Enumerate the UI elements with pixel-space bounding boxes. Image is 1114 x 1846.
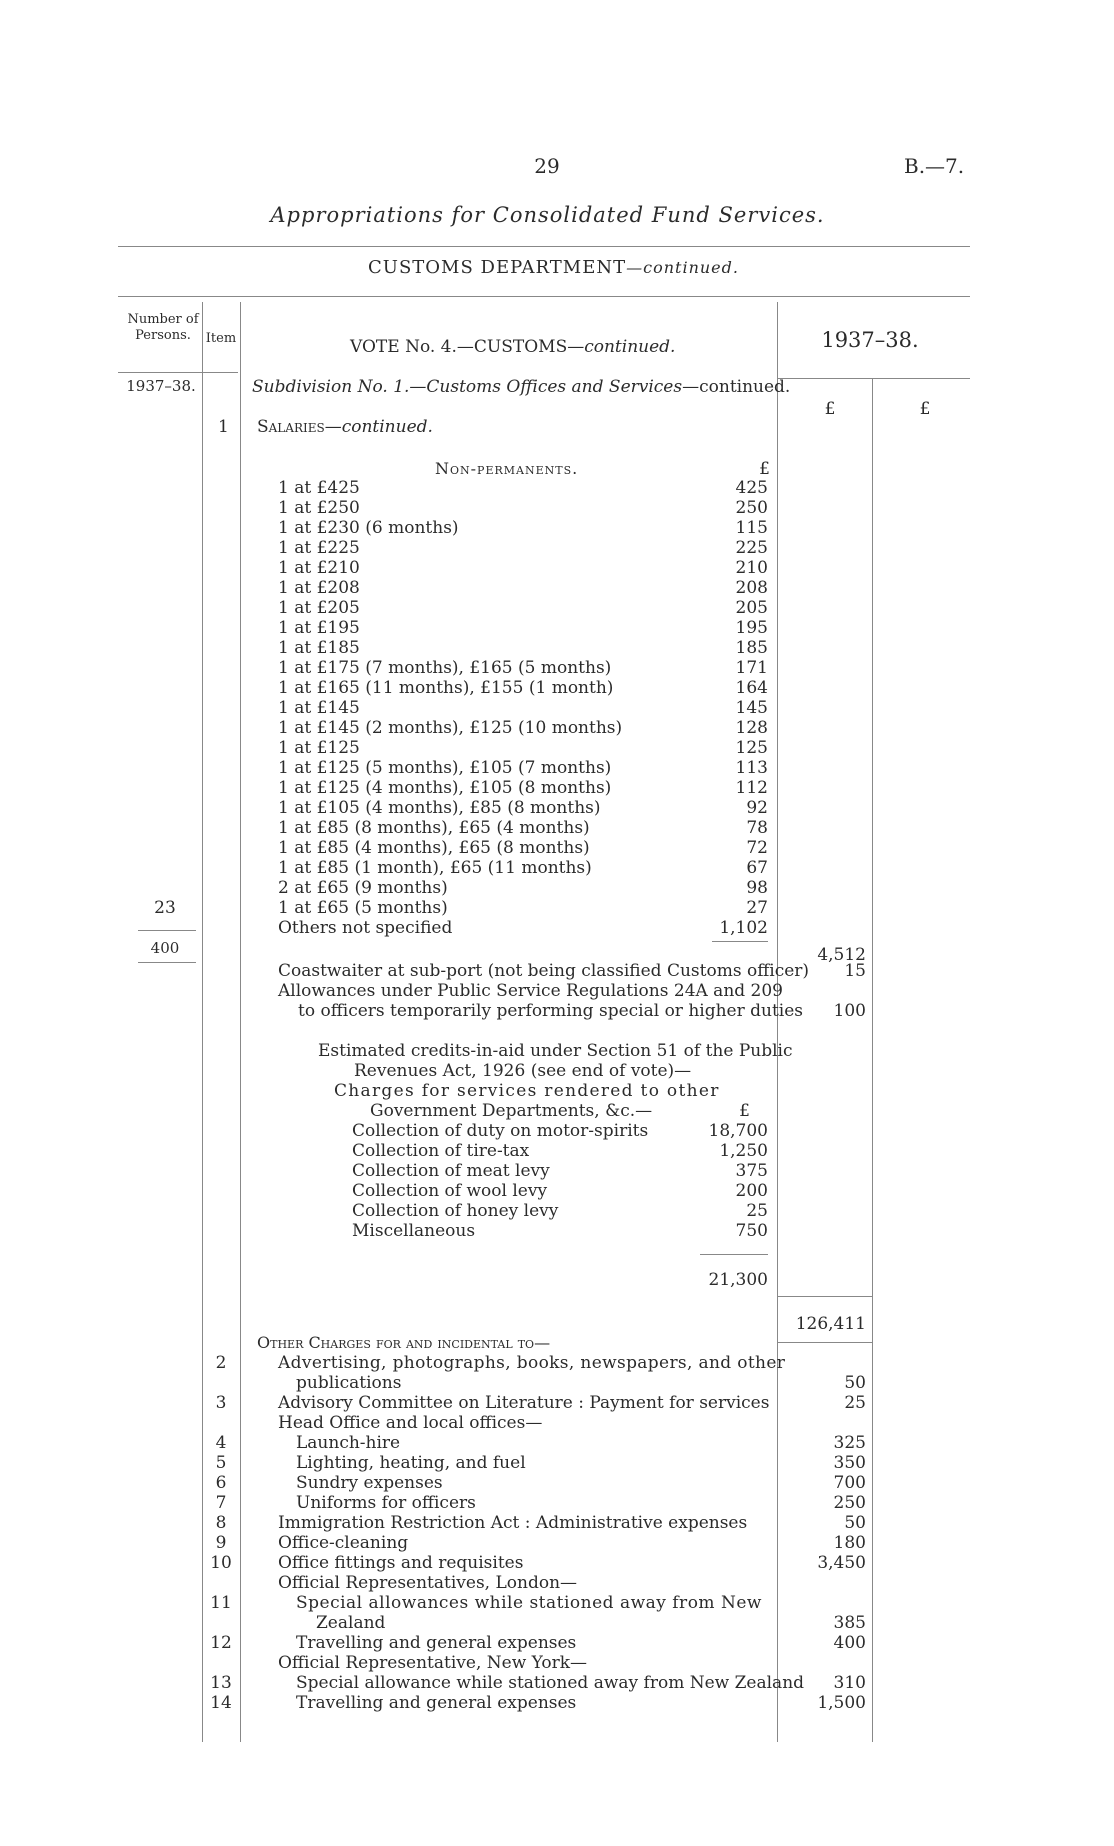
credit-row-text: Collection of honey levy — [352, 1201, 559, 1221]
persons-column-rule — [202, 302, 203, 1742]
allowances-value: 100 — [833, 1001, 866, 1021]
salary-row-text: 1 at £205 — [278, 598, 360, 618]
salary-row-value: 98 — [746, 878, 768, 898]
allowances-line-2: to officers temporarily performing special or higher duties — [298, 1001, 804, 1021]
credit-row-value: 18,700 — [708, 1121, 768, 1141]
salaries-label: Salaries — [257, 417, 325, 437]
credits-line-2: Revenues Act, 1926 (see end of vote)— — [354, 1061, 692, 1081]
persons-total-rule — [138, 962, 196, 963]
year-column-header: 1937–38. — [821, 328, 919, 352]
credits-line-3: Charges for services rendered to other — [334, 1081, 720, 1101]
other-charges-heading: Other Charges for and incidental to— — [257, 1333, 551, 1352]
salary-row-value: 171 — [735, 658, 768, 678]
department-suffix: —continued. — [626, 258, 739, 277]
non-permanents-header: Non-permanents. — [435, 459, 579, 478]
persons-year-header: 1937–38. — [126, 377, 196, 395]
salary-row-text: 1 at £145 — [278, 698, 360, 718]
year-header-rule — [778, 378, 970, 379]
page-title: Appropriations for Consolidated Fund Services. — [270, 203, 825, 227]
salary-row-value: 72 — [746, 838, 768, 858]
vote-title — [350, 337, 675, 357]
credit-row-text: Collection of duty on motor-spirits — [352, 1121, 649, 1141]
charge-item-text: Advertising, photographs, books, newspapers, and other — [278, 1353, 786, 1373]
salary-subtotal-rule — [712, 941, 768, 942]
charge-item-text: Advisory Committee on Literature : Payment for services — [278, 1393, 770, 1413]
salary-row-text: 1 at £145 (2 months), £125 (10 months) — [278, 718, 623, 738]
credit-row-value: 750 — [735, 1221, 768, 1241]
title-rule — [118, 246, 970, 247]
salaries-item-number: 1 — [218, 417, 229, 437]
salary-row-text: 1 at £210 — [278, 558, 360, 578]
salary-row-value: 27 — [746, 898, 768, 918]
charge-item-text: Uniforms for officers — [296, 1493, 476, 1513]
salary-row-text: 1 at £125 (4 months), £105 (8 months) — [278, 778, 612, 798]
charge-item-value: 180 — [833, 1533, 866, 1553]
salary-row-value: 208 — [735, 578, 768, 598]
salary-row-text: 1 at £425 — [278, 478, 360, 498]
salary-row-text: 1 at £225 — [278, 538, 360, 558]
charge-item-text: Travelling and general expenses — [296, 1693, 577, 1713]
persons-column-header: Number of Persons. — [127, 312, 199, 343]
charge-item-number: 13 — [210, 1673, 232, 1693]
charge-item-number: 11 — [210, 1593, 232, 1613]
vote-subtotal: 126,411 — [795, 1314, 866, 1334]
salary-row-text: 1 at £250 — [278, 498, 360, 518]
salary-row-text: 1 at £65 (5 months) — [278, 898, 448, 918]
credit-row-value: 200 — [735, 1181, 768, 1201]
pound-column-2: £ — [919, 399, 931, 419]
salary-row-text: 1 at £165 (11 months), £155 (1 month) — [278, 678, 614, 698]
charge-item-text: Head Office and local offices— — [278, 1413, 543, 1433]
table-top-rule — [118, 296, 970, 297]
credits-total-rule — [700, 1254, 768, 1255]
charge-item-number: 8 — [215, 1513, 227, 1533]
subdivision-title: Subdivision No. 1.—Customs Offices and Services — [252, 377, 683, 397]
credits-line-4: Government Departments, &c.— — [370, 1101, 653, 1121]
salaries-heading — [257, 417, 433, 437]
credit-row-text: Collection of wool levy — [352, 1181, 548, 1201]
charge-item-number: 7 — [215, 1493, 227, 1513]
salary-row-text: 1 at £125 (5 months), £105 (7 months) — [278, 758, 612, 778]
charge-item-value: 250 — [833, 1493, 866, 1513]
item-column-header: Item — [205, 331, 237, 346]
charge-item-value: 1,500 — [817, 1693, 866, 1713]
department-name: CUSTOMS DEPARTMENT — [368, 257, 627, 278]
salary-row-value: 115 — [735, 518, 768, 538]
credits-line-1: Estimated credits-in-aid under Section 51 of the Public — [318, 1041, 793, 1061]
subtotal-rule-bottom — [778, 1342, 872, 1343]
salary-row-value: 1,102 — [719, 918, 768, 938]
charge-item-text: Zealand — [316, 1613, 386, 1633]
charge-item-value: 310 — [833, 1673, 866, 1693]
salary-row-text: 1 at £85 (4 months), £65 (8 months) — [278, 838, 590, 858]
charge-item-number: 5 — [215, 1453, 227, 1473]
salary-row-text: 1 at £185 — [278, 638, 360, 658]
credit-row-text: Collection of meat levy — [352, 1161, 550, 1181]
charge-item-value: 325 — [833, 1433, 866, 1453]
charge-item-text: Special allowances while stationed away from New — [296, 1593, 762, 1613]
salary-row-value: 205 — [735, 598, 768, 618]
page-number: 29 — [534, 154, 560, 178]
salary-row-value: 92 — [746, 798, 768, 818]
salary-row-text: 1 at £230 (6 months) — [278, 518, 459, 538]
charge-item-value: 350 — [833, 1453, 866, 1473]
salary-row-value: 164 — [735, 678, 768, 698]
credit-row-text: Collection of tire-tax — [352, 1141, 530, 1161]
charge-item-number: 4 — [215, 1433, 227, 1453]
charge-item-text: Official Representative, New York— — [278, 1653, 588, 1673]
salary-row-text: 1 at £195 — [278, 618, 360, 638]
charge-item-value: 700 — [833, 1473, 866, 1493]
charge-item-value: 50 — [844, 1373, 866, 1393]
salary-row-text: 1 at £208 — [278, 578, 360, 598]
charge-item-value: 25 — [844, 1393, 866, 1413]
credit-row-value: 1,250 — [719, 1141, 768, 1161]
charge-item-value: 385 — [833, 1613, 866, 1633]
persons-subtotal-rule — [138, 930, 196, 931]
subtotal-rule-top — [778, 1296, 872, 1297]
subdivision-heading — [252, 377, 790, 397]
charge-item-number: 6 — [215, 1473, 227, 1493]
salary-row-value: 113 — [735, 758, 768, 778]
charge-item-text: Office-cleaning — [278, 1533, 409, 1553]
charge-item-number: 14 — [210, 1693, 232, 1713]
charge-item-number: 2 — [215, 1353, 227, 1373]
salary-subtotal: 4,512 — [817, 945, 866, 965]
charge-item-value: 50 — [844, 1513, 866, 1533]
salary-row-text: 1 at £85 (8 months), £65 (4 months) — [278, 818, 590, 838]
salary-row-value: 250 — [735, 498, 768, 518]
charge-item-number: 9 — [215, 1533, 227, 1553]
charge-item-text: Office fittings and requisites — [278, 1553, 524, 1573]
non-permanents-pound: £ — [759, 459, 770, 479]
salary-row-text: 1 at £125 — [278, 738, 360, 758]
credit-row-value: 25 — [746, 1201, 768, 1221]
persons-count: 23 — [154, 898, 176, 918]
document-reference: B.—7. — [904, 154, 965, 178]
salary-row-value: 67 — [746, 858, 768, 878]
charge-item-text: Official Representatives, London— — [278, 1573, 578, 1593]
salary-row-value: 112 — [735, 778, 768, 798]
coastwaiter-value: 15 — [844, 961, 866, 981]
salary-row-value: 128 — [735, 718, 768, 738]
salary-row-value: 185 — [735, 638, 768, 658]
credit-row-text: Miscellaneous — [352, 1221, 476, 1241]
charge-item-number: 3 — [215, 1393, 227, 1413]
charge-item-text: publications — [296, 1373, 402, 1393]
salary-row-value: 78 — [746, 818, 768, 838]
coastwaiter-text: Coastwaiter at sub-port (not being classified Customs officer) — [278, 961, 810, 981]
salary-row-text: 2 at £65 (9 months) — [278, 878, 448, 898]
credit-row-value: 375 — [735, 1161, 768, 1181]
charge-item-text: Launch-hire — [296, 1433, 401, 1453]
credits-pound: £ — [739, 1101, 750, 1121]
salary-row-text: 1 at £175 (7 months), £165 (5 months) — [278, 658, 612, 678]
charge-item-text: Sundry expenses — [296, 1473, 443, 1493]
charge-item-text: Travelling and general expenses — [296, 1633, 577, 1653]
salary-row-text: 1 at £105 (4 months), £85 (8 months) — [278, 798, 601, 818]
charge-item-text: Special allowance while stationed away from New Zealand — [296, 1673, 805, 1693]
persons-header-rule — [118, 372, 238, 373]
salary-row-value: 210 — [735, 558, 768, 578]
salaries-suffix: —continued. — [324, 417, 433, 437]
salary-row-text: Others not specified — [278, 918, 453, 938]
pound-column-1: £ — [824, 399, 836, 419]
charge-item-value: 400 — [833, 1633, 866, 1653]
charge-item-number: 12 — [210, 1633, 232, 1653]
salary-row-value: 425 — [735, 478, 768, 498]
salary-row-value: 225 — [735, 538, 768, 558]
item-column-rule — [240, 302, 241, 1742]
salary-row-text: 1 at £85 (1 month), £65 (11 months) — [278, 858, 592, 878]
credits-total: 21,300 — [708, 1270, 768, 1290]
salary-row-value: 125 — [735, 738, 768, 758]
charge-item-value: 3,450 — [817, 1553, 866, 1573]
amount-column-rule — [872, 378, 873, 1742]
vote-title-main: VOTE No. 4.—CUSTOMS — [350, 337, 568, 357]
salary-row-value: 145 — [735, 698, 768, 718]
subdivision-suffix: —continued. — [682, 377, 791, 397]
charge-item-number: 10 — [210, 1553, 232, 1573]
charge-item-text: Lighting, heating, and fuel — [296, 1453, 526, 1473]
department-heading — [368, 258, 739, 278]
allowances-line-1: Allowances under Public Service Regulations 24A and 209 — [278, 981, 784, 1001]
persons-total: 400 — [150, 939, 180, 957]
salary-row-value: 195 — [735, 618, 768, 638]
vote-title-suffix: —continued. — [567, 337, 676, 357]
charge-item-text: Immigration Restriction Act : Administrative expenses — [278, 1513, 748, 1533]
